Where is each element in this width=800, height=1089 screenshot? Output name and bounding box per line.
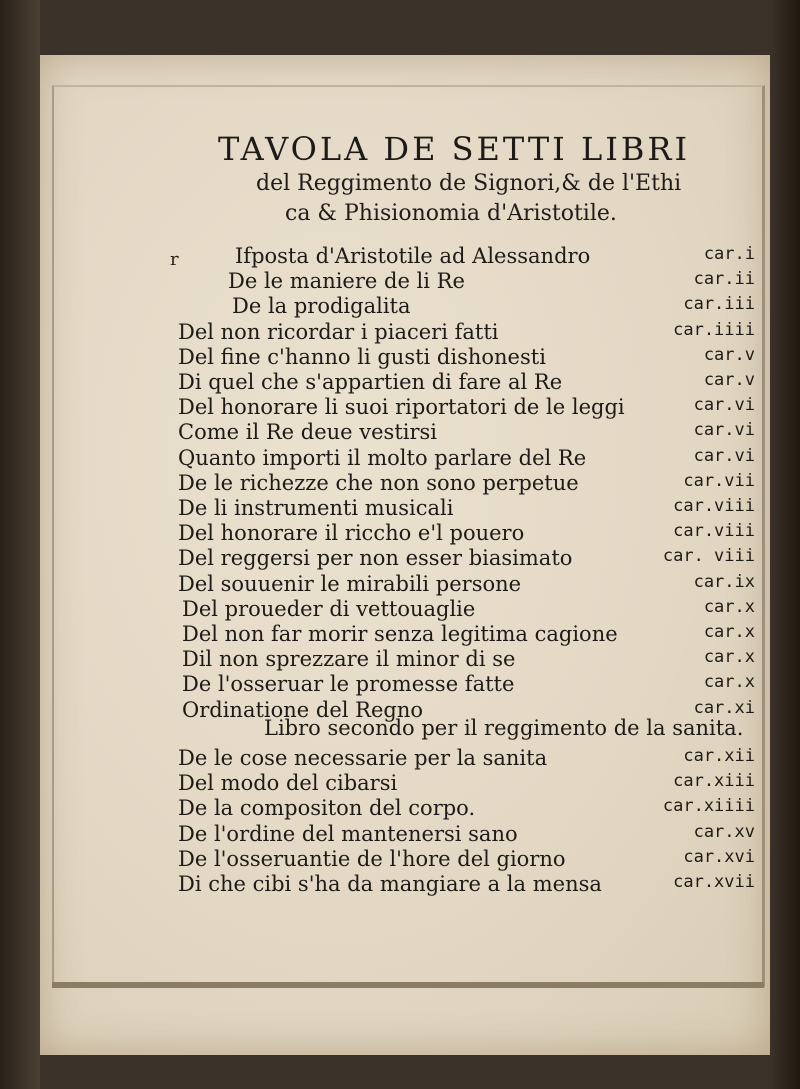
toc-entry-folio: car.vii xyxy=(683,470,755,491)
toc-entry-folio: car.xv xyxy=(693,821,755,842)
toc-entry-title: Del honorare il riccho e'l pouero xyxy=(178,521,525,546)
toc-entry xyxy=(0,872,800,902)
margin-mark: r xyxy=(170,249,179,270)
toc-entry-title: Del modo del cibarsi xyxy=(178,771,398,796)
page-subtitle-line2: ca & Phisionomia d'Aristotile. xyxy=(285,201,617,226)
toc-entry-title: De le maniere de li Re xyxy=(228,269,465,294)
toc-entry-folio: car.xvi xyxy=(683,846,755,867)
toc-entry-title: Del reggersi per non esser biasimato xyxy=(178,546,573,571)
toc-entry-folio: car.xiiii xyxy=(662,796,755,817)
toc-entry-title: Del non far morir senza legitima cagione xyxy=(182,622,618,646)
toc-entry-title: De la compositon del corpo. xyxy=(178,796,476,821)
toc-entry-folio: car.vi xyxy=(693,395,755,416)
book-two-heading: Libro secondo per il reggimento de la sanita. xyxy=(264,716,744,740)
toc-entry-title: Quanto importi il molto parlare del Re xyxy=(178,445,587,470)
toc-entry-folio: car.ii xyxy=(693,269,755,290)
toc-entry-folio: car.iiii xyxy=(673,319,755,340)
toc-entry-title: De le richezze che non sono perpetue xyxy=(178,470,579,495)
toc-entry-title: Del proueder di vettouaglie xyxy=(182,596,476,621)
toc-entry-title: De l'osseruantie de l'hore del giorno xyxy=(178,846,566,871)
toc-entry-folio: car.viii xyxy=(673,496,755,516)
toc-entry-folio: car.vi xyxy=(693,420,755,441)
toc-entry-title: De le cose necessarie per la sanita xyxy=(178,746,548,770)
toc-entry-folio: car.x xyxy=(703,596,755,617)
toc-entry-title: Come il Re deue vestirsi xyxy=(178,420,438,445)
toc-entry-folio: car.viii xyxy=(673,521,755,542)
toc-entry-title: Del fine c'hanno li gusti dishonesti xyxy=(178,344,546,369)
toc-entry-title: Del honorare li suoi riportatori de le leggi xyxy=(178,395,625,420)
bottom-rule xyxy=(52,982,764,988)
toc-entry-title: Di che cibi s'ha da mangiare a la mensa xyxy=(178,872,602,896)
page-title: TAVOLA DE SETTI LIBRI xyxy=(218,130,691,168)
toc-entry-title: Ordinatione del Regno xyxy=(182,697,423,722)
toc-entry-folio: car.x xyxy=(703,647,755,668)
toc-entry-folio: car. viii xyxy=(662,546,755,567)
toc-entry-title: De l'ordine del mantenersi sano xyxy=(178,821,518,846)
toc-entry-folio: car.xvii xyxy=(673,872,755,892)
toc-entry-folio: car.vi xyxy=(693,445,755,466)
toc-entry-title: Ifposta d'Aristotile ad Alessandro xyxy=(235,244,591,268)
toc-entry-title: De li instrumenti musicali xyxy=(178,496,454,520)
page-subtitle-line1: del Reggimento de Signori,& de l'Ethi xyxy=(256,171,682,196)
toc-entry-folio: car.v xyxy=(703,370,755,390)
toc-entry-folio: car.xi xyxy=(693,697,755,718)
toc-entry-folio: car.xiii xyxy=(673,771,755,792)
toc-entry-folio: car.i xyxy=(703,244,755,264)
toc-entry-title: Di quel che s'appartien di fare al Re xyxy=(178,370,563,394)
toc-entry-title: Dil non sprezzare il minor di se xyxy=(182,647,516,672)
toc-entry-title: De la prodigalita xyxy=(232,294,411,319)
toc-entry-folio: car.iii xyxy=(683,294,755,315)
toc-entry-title: Del souuenir le mirabili persone xyxy=(178,571,522,596)
toc-entry-folio: car.xii xyxy=(683,746,755,766)
toc-entry-folio: car.x xyxy=(703,672,755,693)
toc-entry-folio: car.x xyxy=(703,622,755,642)
toc-entry-title: Del non ricordar i piaceri fatti xyxy=(178,319,499,344)
toc-entry-folio: car.v xyxy=(703,344,755,365)
toc-entry-title: De l'osseruar le promesse fatte xyxy=(182,672,515,697)
toc-entry-folio: car.ix xyxy=(693,571,755,592)
